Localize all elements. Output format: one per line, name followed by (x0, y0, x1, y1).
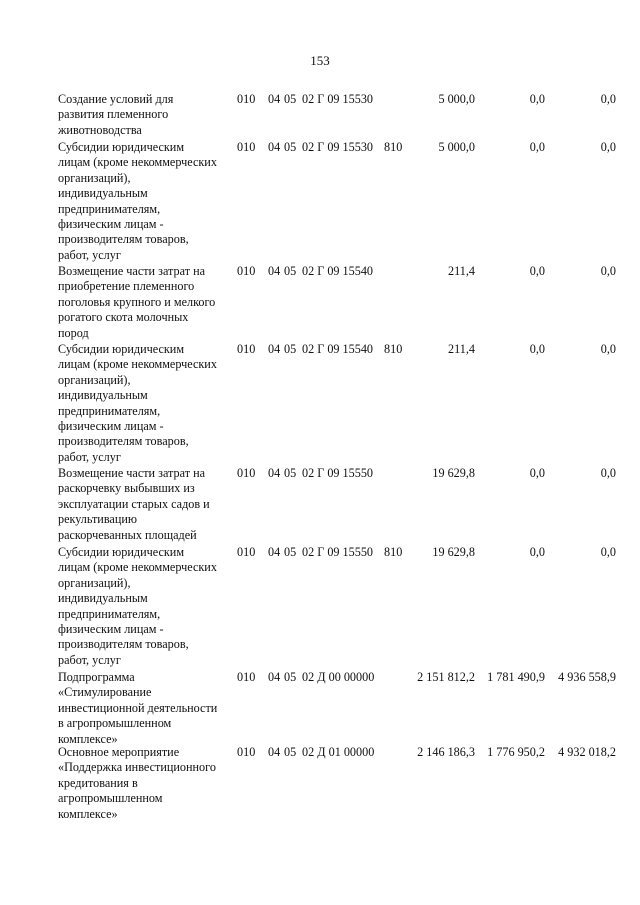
name-line: организаций), (58, 372, 131, 387)
code-target: 02 Г 09 15540 (302, 264, 374, 278)
row-name (58, 545, 236, 668)
name-line: животноводства (58, 122, 142, 137)
value-year-1: 211,4 (448, 342, 475, 356)
name-line: Подпрограмма (58, 670, 135, 684)
code-subsection: 05 (284, 545, 297, 559)
name-line: предпринимателям, (58, 606, 161, 621)
name-line: Создание условий для (58, 92, 174, 106)
code-target: 02 Г 09 15540 (302, 342, 374, 356)
value-year-1: 5 000,0 (438, 140, 475, 154)
value-year-3: 0,0 (600, 466, 616, 480)
name-line: пород (58, 325, 89, 340)
name-line: эксплуатации старых садов и (58, 496, 210, 511)
value-year-1: 2 146 186,3 (417, 745, 475, 759)
code-subsection: 05 (284, 466, 297, 480)
code-target: 02 Г 09 15530 (302, 92, 374, 106)
name-line: Основное мероприятие (58, 745, 180, 759)
name-line: комплексе» (58, 806, 118, 821)
name-line: приобретение племенного (58, 279, 195, 294)
name-line: Возмещение части затрат на (58, 264, 205, 278)
code-subsection: 05 (284, 264, 297, 278)
value-year-1: 19 629,8 (432, 545, 475, 559)
name-line: раскорчеванных площадей (58, 527, 197, 542)
name-line: лицам (кроме некоммерческих (58, 357, 217, 372)
code-subsection: 05 (284, 140, 297, 154)
value-year-2: 0,0 (529, 264, 545, 278)
value-year-3: 0,0 (600, 342, 616, 356)
code-expense-type: 810 (384, 140, 403, 154)
value-year-2: 0,0 (529, 342, 545, 356)
value-year-3: 4 936 558,9 (558, 670, 616, 684)
name-line: лицам (кроме некоммерческих (58, 155, 217, 170)
name-line: работ, услуг (58, 449, 121, 464)
value-year-2: 1 781 490,9 (487, 670, 545, 684)
name-line: агропромышленном (58, 791, 163, 806)
code-admin: 010 (237, 670, 256, 684)
value-year-2: 1 776 950,2 (487, 745, 545, 759)
name-line: производителям товаров, (58, 637, 189, 652)
code-section: 04 (268, 342, 281, 356)
code-admin: 010 (237, 92, 256, 106)
value-year-3: 0,0 (600, 264, 616, 278)
name-line: работ, услуг (58, 247, 121, 262)
value-year-3: 0,0 (600, 140, 616, 154)
name-line: производителям товаров, (58, 434, 189, 449)
name-line: инвестиционной деятельности (58, 700, 218, 715)
row-name (58, 140, 236, 263)
code-section: 04 (268, 670, 281, 684)
code-admin: 010 (237, 264, 256, 278)
name-line: развития племенного (58, 107, 169, 122)
name-line: физическим лицам - (58, 217, 164, 232)
value-year-1: 5 000,0 (438, 92, 475, 106)
value-year-2: 0,0 (529, 92, 545, 106)
name-line: производителям товаров, (58, 232, 189, 247)
name-line: предпринимателям, (58, 403, 161, 418)
name-line: физическим лицам - (58, 622, 164, 637)
value-year-1: 2 151 812,2 (417, 670, 475, 684)
value-year-3: 0,0 (600, 92, 616, 106)
page-number: 153 (310, 53, 330, 68)
name-line: «Стимулирование (58, 685, 152, 700)
code-target: 02 Д 00 00000 (302, 670, 375, 684)
code-section: 04 (268, 264, 281, 278)
code-target: 02 Д 01 00000 (302, 745, 375, 759)
name-line: физическим лицам - (58, 419, 164, 434)
row-name (58, 745, 236, 822)
code-section: 04 (268, 745, 281, 759)
name-line: предпринимателям, (58, 201, 161, 216)
name-line: Возмещение части затрат на (58, 466, 205, 480)
name-line: раскорчевку выбывших из (58, 481, 195, 496)
code-target: 02 Г 09 15530 (302, 140, 374, 154)
code-admin: 010 (237, 342, 256, 356)
code-section: 04 (268, 92, 281, 106)
code-target: 02 Г 09 15550 (302, 466, 374, 480)
code-admin: 010 (237, 140, 256, 154)
code-section: 04 (268, 466, 281, 480)
name-line: работ, услуг (58, 652, 121, 667)
name-line: организаций), (58, 170, 131, 185)
code-admin: 010 (237, 745, 256, 759)
value-year-2: 0,0 (529, 140, 545, 154)
name-line: индивидуальным (58, 591, 148, 606)
name-line: рекультивацию (58, 512, 137, 527)
value-year-3: 0,0 (600, 545, 616, 559)
code-admin: 010 (237, 545, 256, 559)
row-name (58, 670, 236, 747)
name-line: «Поддержка инвестиционного (58, 760, 216, 775)
row-name (58, 466, 236, 543)
name-line: Субсидии юридическим (58, 342, 185, 356)
name-line: Субсидии юридическим (58, 140, 185, 154)
name-line: рогатого скота молочных (58, 310, 189, 325)
code-section: 04 (268, 140, 281, 154)
code-expense-type: 810 (384, 545, 403, 559)
name-line: индивидуальным (58, 388, 148, 403)
code-admin: 010 (237, 466, 256, 480)
row-name (58, 342, 236, 465)
name-line: организаций), (58, 575, 131, 590)
value-year-1: 211,4 (448, 264, 475, 278)
value-year-1: 19 629,8 (432, 466, 475, 480)
code-subsection: 05 (284, 745, 297, 759)
name-line: поголовья крупного и мелкого (58, 294, 216, 309)
code-section: 04 (268, 545, 281, 559)
name-line: комплексе» (58, 731, 118, 746)
name-line: индивидуальным (58, 186, 148, 201)
code-expense-type: 810 (384, 342, 403, 356)
name-line: в агропромышленном (58, 716, 172, 731)
value-year-2: 0,0 (529, 545, 545, 559)
name-line: кредитования в (58, 775, 138, 790)
name-line: лицам (кроме некоммерческих (58, 560, 217, 575)
row-name (58, 264, 236, 341)
code-target: 02 Г 09 15550 (302, 545, 374, 559)
code-subsection: 05 (284, 670, 297, 684)
code-subsection: 05 (284, 342, 297, 356)
row-name (58, 92, 236, 138)
name-line: Субсидии юридическим (58, 545, 185, 559)
code-subsection: 05 (284, 92, 297, 106)
value-year-3: 4 932 018,2 (558, 745, 616, 759)
value-year-2: 0,0 (529, 466, 545, 480)
